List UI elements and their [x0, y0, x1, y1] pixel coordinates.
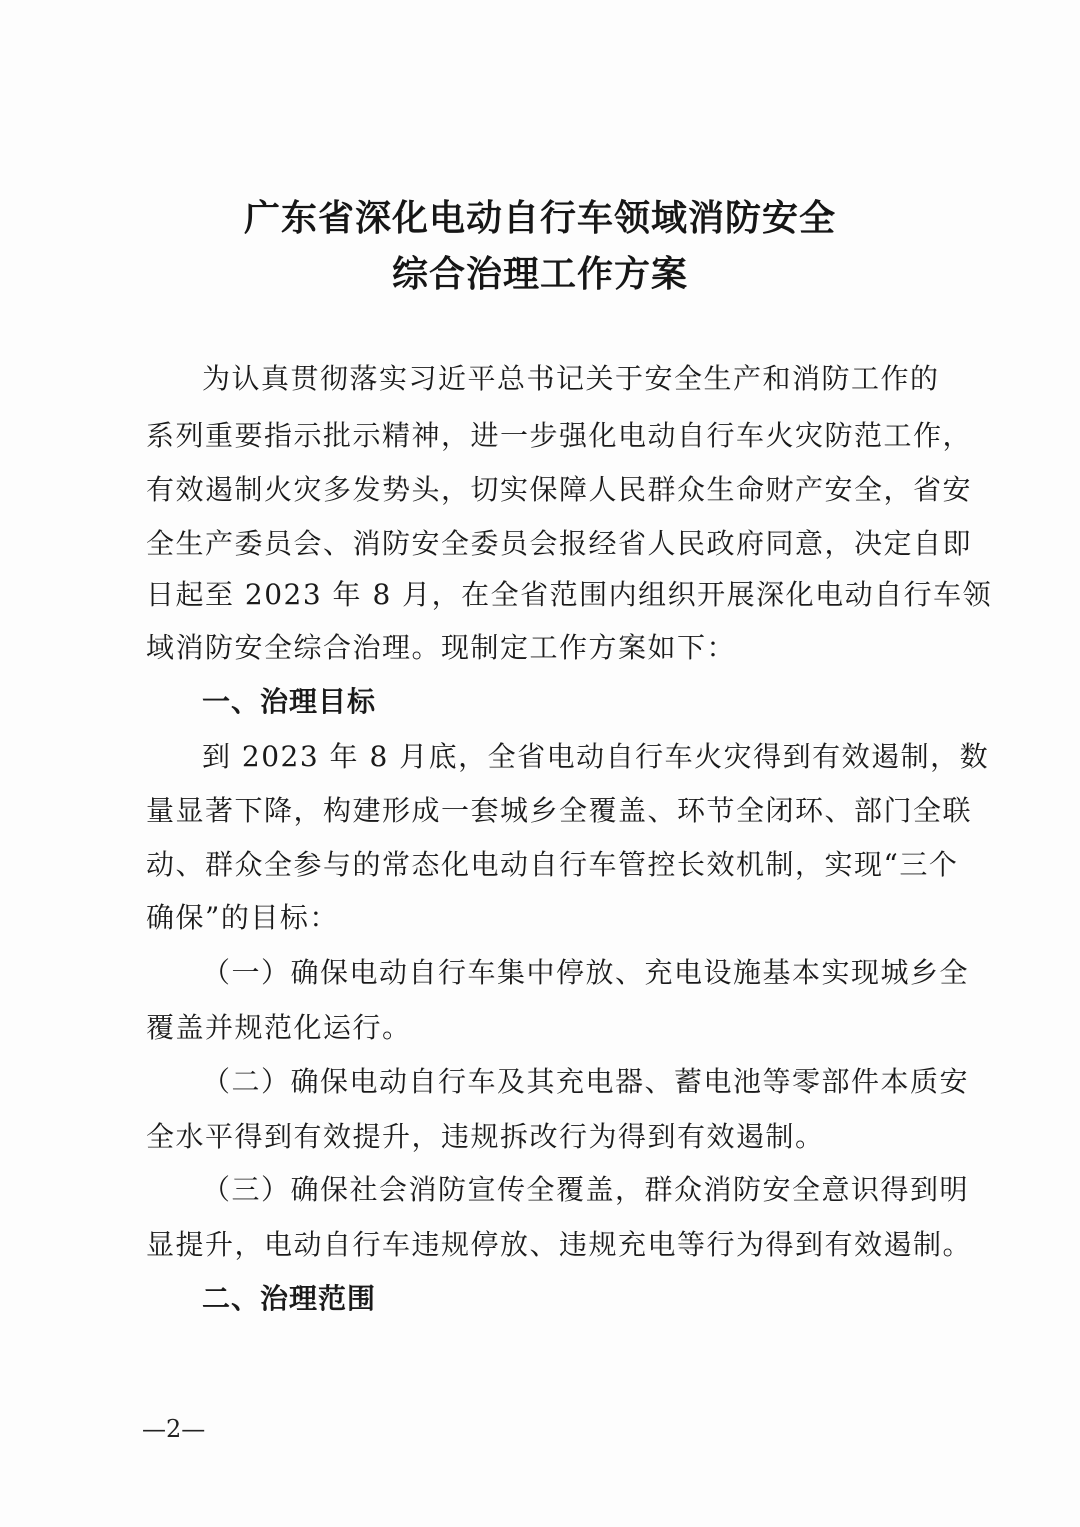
intro-line: 有效遏制火灾多发势头，切实保障人民群众生命财产安全，省安 [146, 473, 973, 506]
intro-line: 日起至 2023 年 8 月，在全省范围内组织开展深化电动自行车领 [146, 578, 993, 611]
section-heading-scope: 二、治理范围 [202, 1282, 377, 1315]
goal-item-2-line: 全水平得到有效提升，违规拆改行为得到有效遏制。 [146, 1120, 825, 1153]
goal-line: 动、群众全参与的常态化电动自行车管控长效机制，实现“三个 [146, 848, 959, 881]
goal-line: 确保”的目标： [146, 901, 339, 934]
goal-line: 量显著下降，构建形成一套城乡全覆盖、环节全闭环、部门全联 [146, 794, 973, 827]
goal-item-2-line: （二）确保电动自行车及其充电器、蓄电池等零部件本质安 [202, 1065, 970, 1098]
intro-line: 域消防安全综合治理。现制定工作方案如下： [146, 631, 737, 664]
goal-item-1-line: 覆盖并规范化运行。 [146, 1011, 412, 1044]
goal-line: 到 2023 年 8 月底，全省电动自行车火灾得到有效遏制，数 [202, 740, 990, 773]
goal-item-3-line: （三）确保社会消防宣传全覆盖，群众消防安全意识得到明 [202, 1173, 970, 1206]
intro-line: 系列重要指示批示精神，进一步强化电动自行车火灾防范工作， [146, 419, 973, 452]
document-title-line-2: 综合治理工作方案 [391, 254, 688, 295]
document-title-line-1: 广东省深化电动自行车领域消防安全 [243, 198, 836, 239]
page-number: —2— [142, 1415, 206, 1443]
intro-line: 为认真贯彻落实习近平总书记关于安全生产和消防工作的 [202, 362, 940, 395]
section-heading-goals: 一、治理目标 [202, 685, 377, 718]
intro-line: 全生产委员会、消防安全委员会报经省人民政府同意，决定自即 [146, 527, 973, 560]
goal-item-3-line: 显提升，电动自行车违规停放、违规充电等行为得到有效遏制。 [146, 1228, 973, 1261]
goal-item-1-line: （一）确保电动自行车集中停放、充电设施基本实现城乡全 [202, 956, 970, 989]
